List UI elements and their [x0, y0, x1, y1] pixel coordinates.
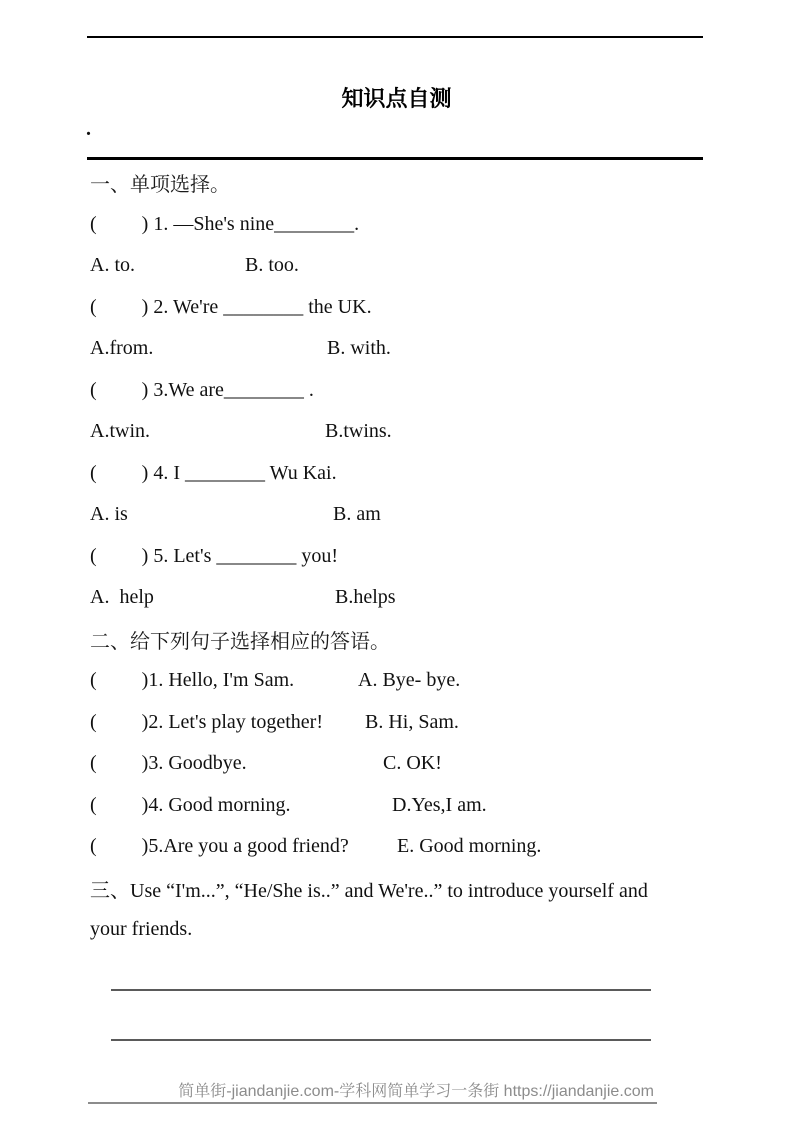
section2-heading: 二、给下列句子选择相应的答语。	[90, 630, 390, 653]
header-divider-line	[87, 157, 703, 160]
s1-question-3: ( ) 3.We are________ .	[90, 378, 314, 401]
s1-options-5	[90, 577, 705, 619]
section1-heading: 一、单项选择。	[90, 174, 230, 197]
s1-question-4: ( ) 4. I ________ Wu Kai.	[90, 461, 337, 484]
footer-watermark	[88, 1078, 657, 1104]
s2-row-2-answer: B. Hi, Sam.	[365, 710, 459, 733]
s1-q1-option-b: B. too.	[245, 254, 299, 277]
s1-q1-option-a: A. to.	[90, 254, 135, 277]
s2-row-1-sentence: ( )1. Hello, I'm Sam.	[90, 669, 295, 692]
s1-question-2: ( ) 2. We're ________ the UK.	[90, 295, 372, 318]
answer-blank-line-2	[111, 1039, 651, 1041]
footer-watermark-text: 简单街-jiandanjie.com-学科网简单学习一条街 https://jiandanjie.com	[178, 1083, 654, 1100]
s2-row-1-answer: A. Bye- bye.	[358, 669, 461, 692]
s2-row-5	[90, 826, 705, 868]
s1-options-4	[90, 494, 705, 536]
s1-q2-option-b: B. with.	[327, 337, 391, 360]
s1-q5-option-b: B.helps	[335, 586, 396, 609]
s1-question-1: ( ) 1. —She's nine________.	[90, 212, 360, 235]
s1-options-1	[90, 245, 705, 287]
s1-q4-option-a: A. is	[90, 503, 128, 526]
s2-row-3	[90, 743, 705, 785]
s1-q3-option-b: B.twins.	[325, 420, 392, 443]
s2-row-4-sentence: ( )4. Good morning.	[90, 793, 291, 816]
section3-heading-line1: 三、Use “I'm...”, “He/She is..” and We're..” to introduce yourself and	[90, 879, 648, 902]
s1-q3-option-a: A.twin.	[90, 420, 150, 443]
answer-blank-line-1	[111, 989, 651, 991]
s2-row-2	[90, 702, 705, 744]
section3-heading-line2: your friends.	[90, 918, 193, 941]
s2-row-3-answer: C. OK!	[383, 752, 442, 775]
stray-dot: .	[86, 118, 91, 140]
top-divider-line	[87, 36, 703, 38]
s1-q5-option-a: A. help	[90, 586, 154, 609]
s1-q2-option-a: A.from.	[90, 337, 154, 360]
page-title: 知识点自测	[341, 86, 452, 111]
s1-q4-option-b: B. am	[333, 503, 381, 526]
s2-row-4-answer: D.Yes,I am.	[392, 793, 487, 816]
s2-row-5-answer: E. Good morning.	[397, 835, 542, 858]
s1-options-2	[90, 328, 705, 370]
s2-row-1	[90, 660, 705, 702]
s2-row-3-sentence: ( )3. Goodbye.	[90, 752, 247, 775]
s1-options-3	[90, 411, 705, 453]
s2-row-4	[90, 785, 705, 827]
s2-row-5-sentence: ( )5.Are you a good friend?	[90, 835, 349, 858]
worksheet-body	[90, 162, 705, 951]
s2-row-2-sentence: ( )2. Let's play together!	[90, 710, 323, 733]
s1-question-5: ( ) 5. Let's ________ you!	[90, 544, 339, 567]
